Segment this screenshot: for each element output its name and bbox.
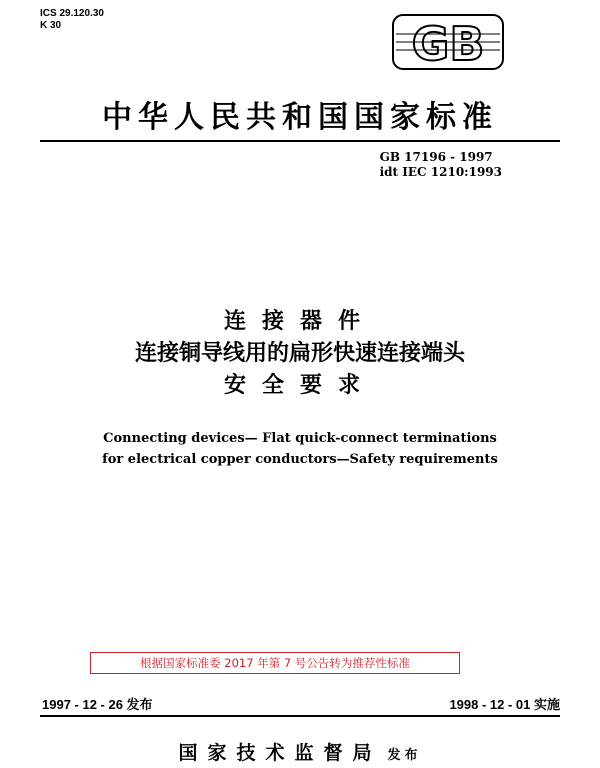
gb-number: GB 17196 - 1997 [379, 150, 493, 164]
issuer-line [0, 738, 600, 765]
title-en [0, 428, 600, 470]
issue-date: 1997 - 12 - 26 发布 [42, 697, 153, 712]
idt-reference: idt IEC 1210:1993 [379, 165, 502, 179]
classification-codes [40, 8, 104, 32]
implementation-date: 1998 - 12 - 01 实施 [449, 697, 560, 712]
title-en-line2: for electrical copper conductors—Safety requirements [102, 452, 498, 467]
status-notice-stamp: 根据国家标准委 2017 年第 7 号公告转为推荐性标准 [90, 652, 460, 674]
title-cn-line3: 安全要求 [223, 373, 376, 398]
standard-type-title: 中华人民共和国国家标准 [102, 100, 498, 135]
issuer-action: 发布 [387, 748, 422, 763]
issuer-name: 国家技术监督局 [178, 742, 382, 764]
top-divider [40, 140, 560, 142]
bottom-divider [40, 715, 560, 717]
ccs-code: K 30 [40, 20, 62, 31]
gb-logo [392, 14, 504, 70]
title-en-line1: Connecting devices— Flat quick-connect terminations [103, 431, 497, 446]
standard-codes [380, 150, 502, 180]
title-cn-line1: 连接器件 [223, 309, 376, 334]
ics-code: ICS 29.120.30 [40, 8, 104, 19]
svg-text:GB: GB [411, 17, 485, 70]
title-cn-line2: 连接铜导线用的扁形快速连接端头 [134, 341, 465, 366]
